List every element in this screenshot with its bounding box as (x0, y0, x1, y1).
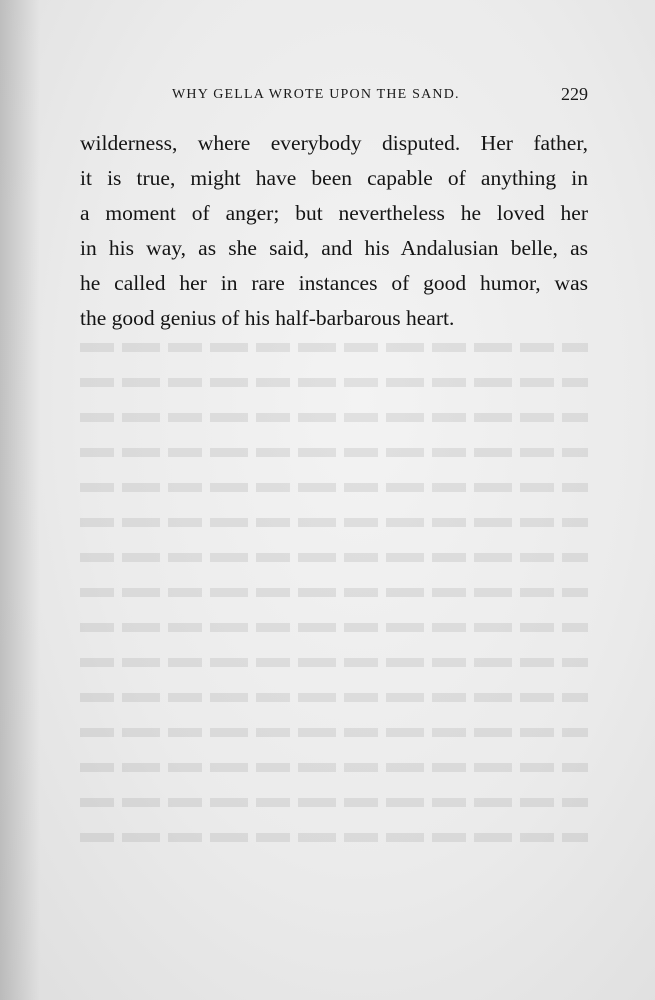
text-line: he called her in rare instances of good humor, was (80, 271, 588, 295)
gutter-shadow (0, 0, 40, 1000)
body-paragraph (80, 126, 588, 336)
running-header (80, 84, 588, 108)
running-title: WHY GELLA WROTE UPON THE SAND. (172, 87, 460, 102)
text-line: in his way, as she said, and his Andalusian belle, as (80, 236, 588, 260)
text-line: wilderness, where everybody disputed. Her father, (80, 131, 588, 155)
text-line: it is true, might have been capable of anything in (80, 166, 588, 190)
page-number: 229 (561, 84, 588, 104)
show-through-texture (80, 330, 588, 890)
text-line: a moment of anger; but nevertheless he loved her (80, 201, 588, 225)
text-line: the good genius of his half-barbarous heart. (80, 306, 455, 330)
